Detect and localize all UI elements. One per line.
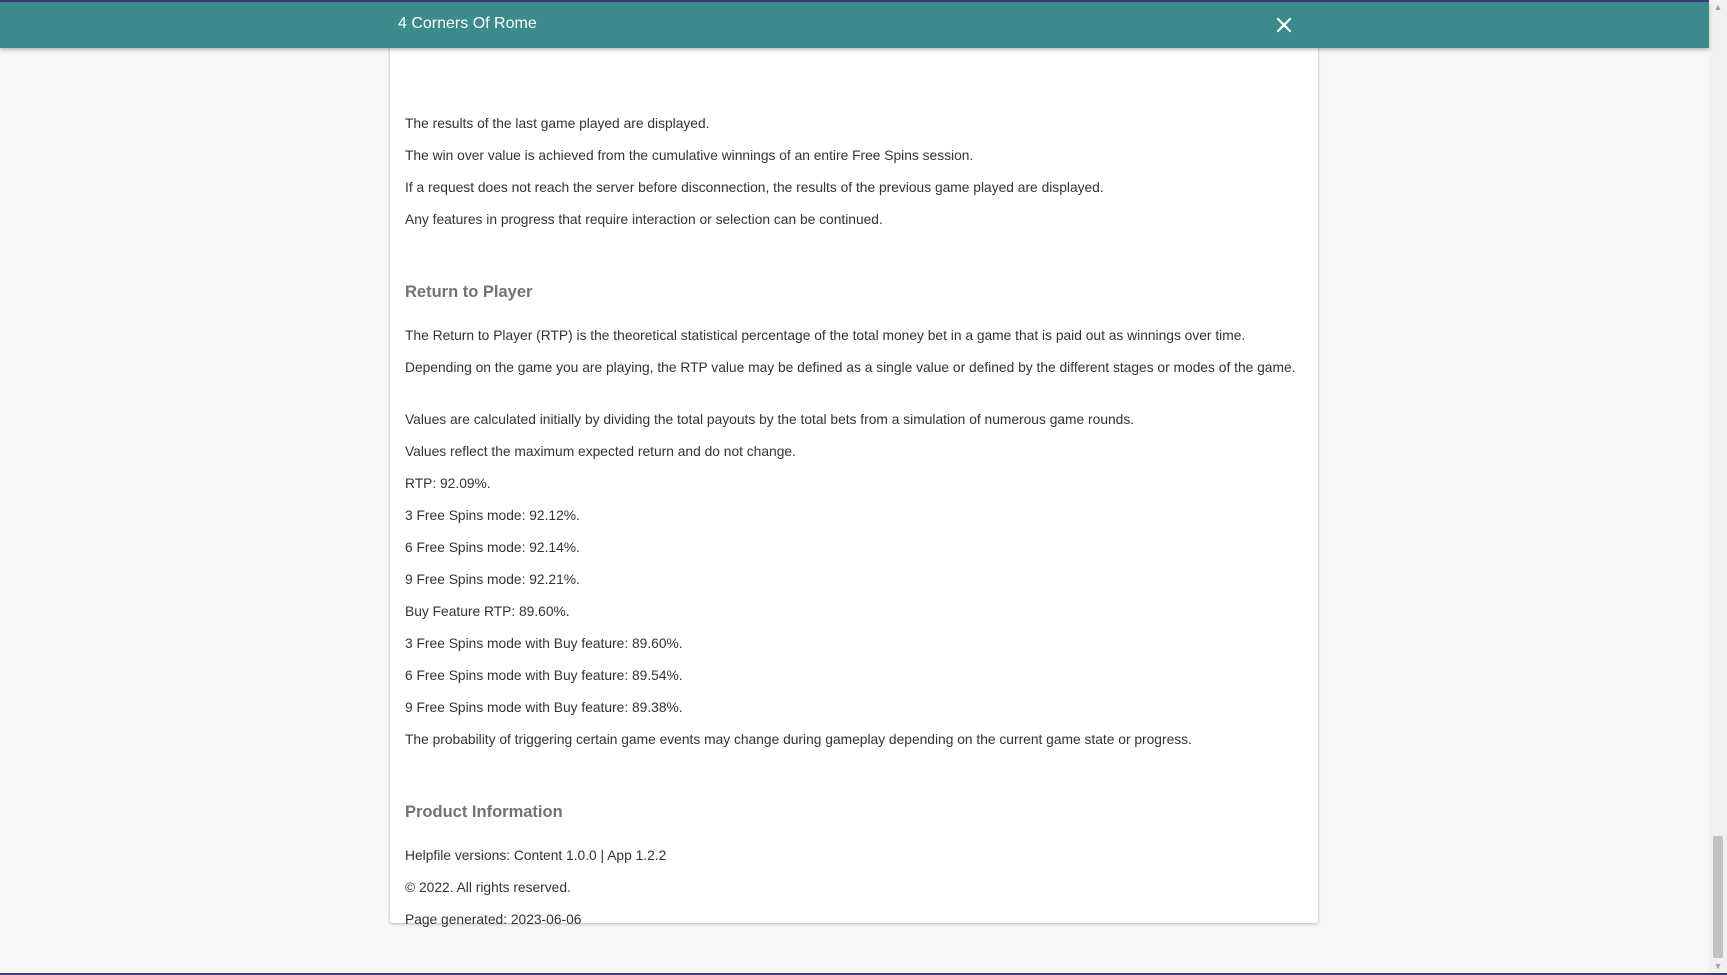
rtp-6-free-spins-buy: 6 Free Spins mode with Buy feature: 89.54%.	[405, 668, 683, 683]
intro-paragraph-4: Any features in progress that require interaction or selection can be continued.	[405, 212, 883, 227]
rtp-paragraph-1: The Return to Player (RTP) is the theoretical statistical percentage of the total money bet in a game that is paid out as winnings over time.	[405, 328, 1246, 343]
intro-paragraph-3: If a request does not reach the server before disconnection, the results of the previous game played are displayed.	[405, 180, 1104, 195]
page-generated: Page generated: 2023-06-06	[405, 912, 582, 927]
rtp-3-free-spins: 3 Free Spins mode: 92.12%.	[405, 508, 580, 523]
rtp-9-free-spins-buy: 9 Free Spins mode with Buy feature: 89.38%.	[405, 700, 683, 715]
modal-header	[0, 2, 1709, 48]
intro-paragraph-2: The win over value is achieved from the cumulative winnings of an entire Free Spins session.	[405, 148, 974, 163]
rtp-6-free-spins: 6 Free Spins mode: 92.14%.	[405, 540, 580, 555]
close-button[interactable]	[1272, 13, 1296, 37]
intro-paragraph-1: The results of the last game played are displayed.	[405, 116, 710, 131]
rtp-buy-feature: Buy Feature RTP: 89.60%.	[405, 604, 570, 619]
rtp-3-free-spins-buy: 3 Free Spins mode with Buy feature: 89.60%.	[405, 636, 683, 651]
rtp-paragraph-4: Values reflect the maximum expected return and do not change.	[405, 444, 796, 459]
product-info-heading: Product Information	[405, 803, 563, 821]
scroll-up-arrow-icon[interactable]: ▲	[1713, 2, 1723, 12]
help-content-scroll-area[interactable]	[0, 48, 1709, 975]
helpfile-versions: Helpfile versions: Content 1.0.0 | App 1.2.2	[405, 848, 667, 863]
rtp-paragraph-3: Values are calculated initially by dividing the total payouts by the total bets from a simulation of numerous game rounds.	[405, 412, 1135, 427]
close-icon	[1272, 13, 1296, 37]
rtp-9-free-spins: 9 Free Spins mode: 92.21%.	[405, 572, 580, 587]
scroll-down-arrow-icon[interactable]: ▼	[1713, 961, 1723, 971]
rtp-probability-note: The probability of triggering certain game events may change during gameplay depending on the current game state or progress.	[405, 732, 1192, 747]
help-card	[390, 48, 1318, 927]
rtp-heading: Return to Player	[405, 283, 533, 301]
scrollbar-thumb[interactable]	[1713, 836, 1723, 958]
rtp-paragraph-2: Depending on the game you are playing, the RTP value may be defined as a single value or defined by the different stages or modes of the game.	[405, 360, 1296, 375]
vertical-scrollbar[interactable]	[1709, 0, 1727, 975]
modal-title: 4 Corners Of Rome	[398, 15, 537, 32]
rtp-value: RTP: 92.09%.	[405, 476, 491, 491]
copyright: © 2022. All rights reserved.	[405, 880, 571, 895]
